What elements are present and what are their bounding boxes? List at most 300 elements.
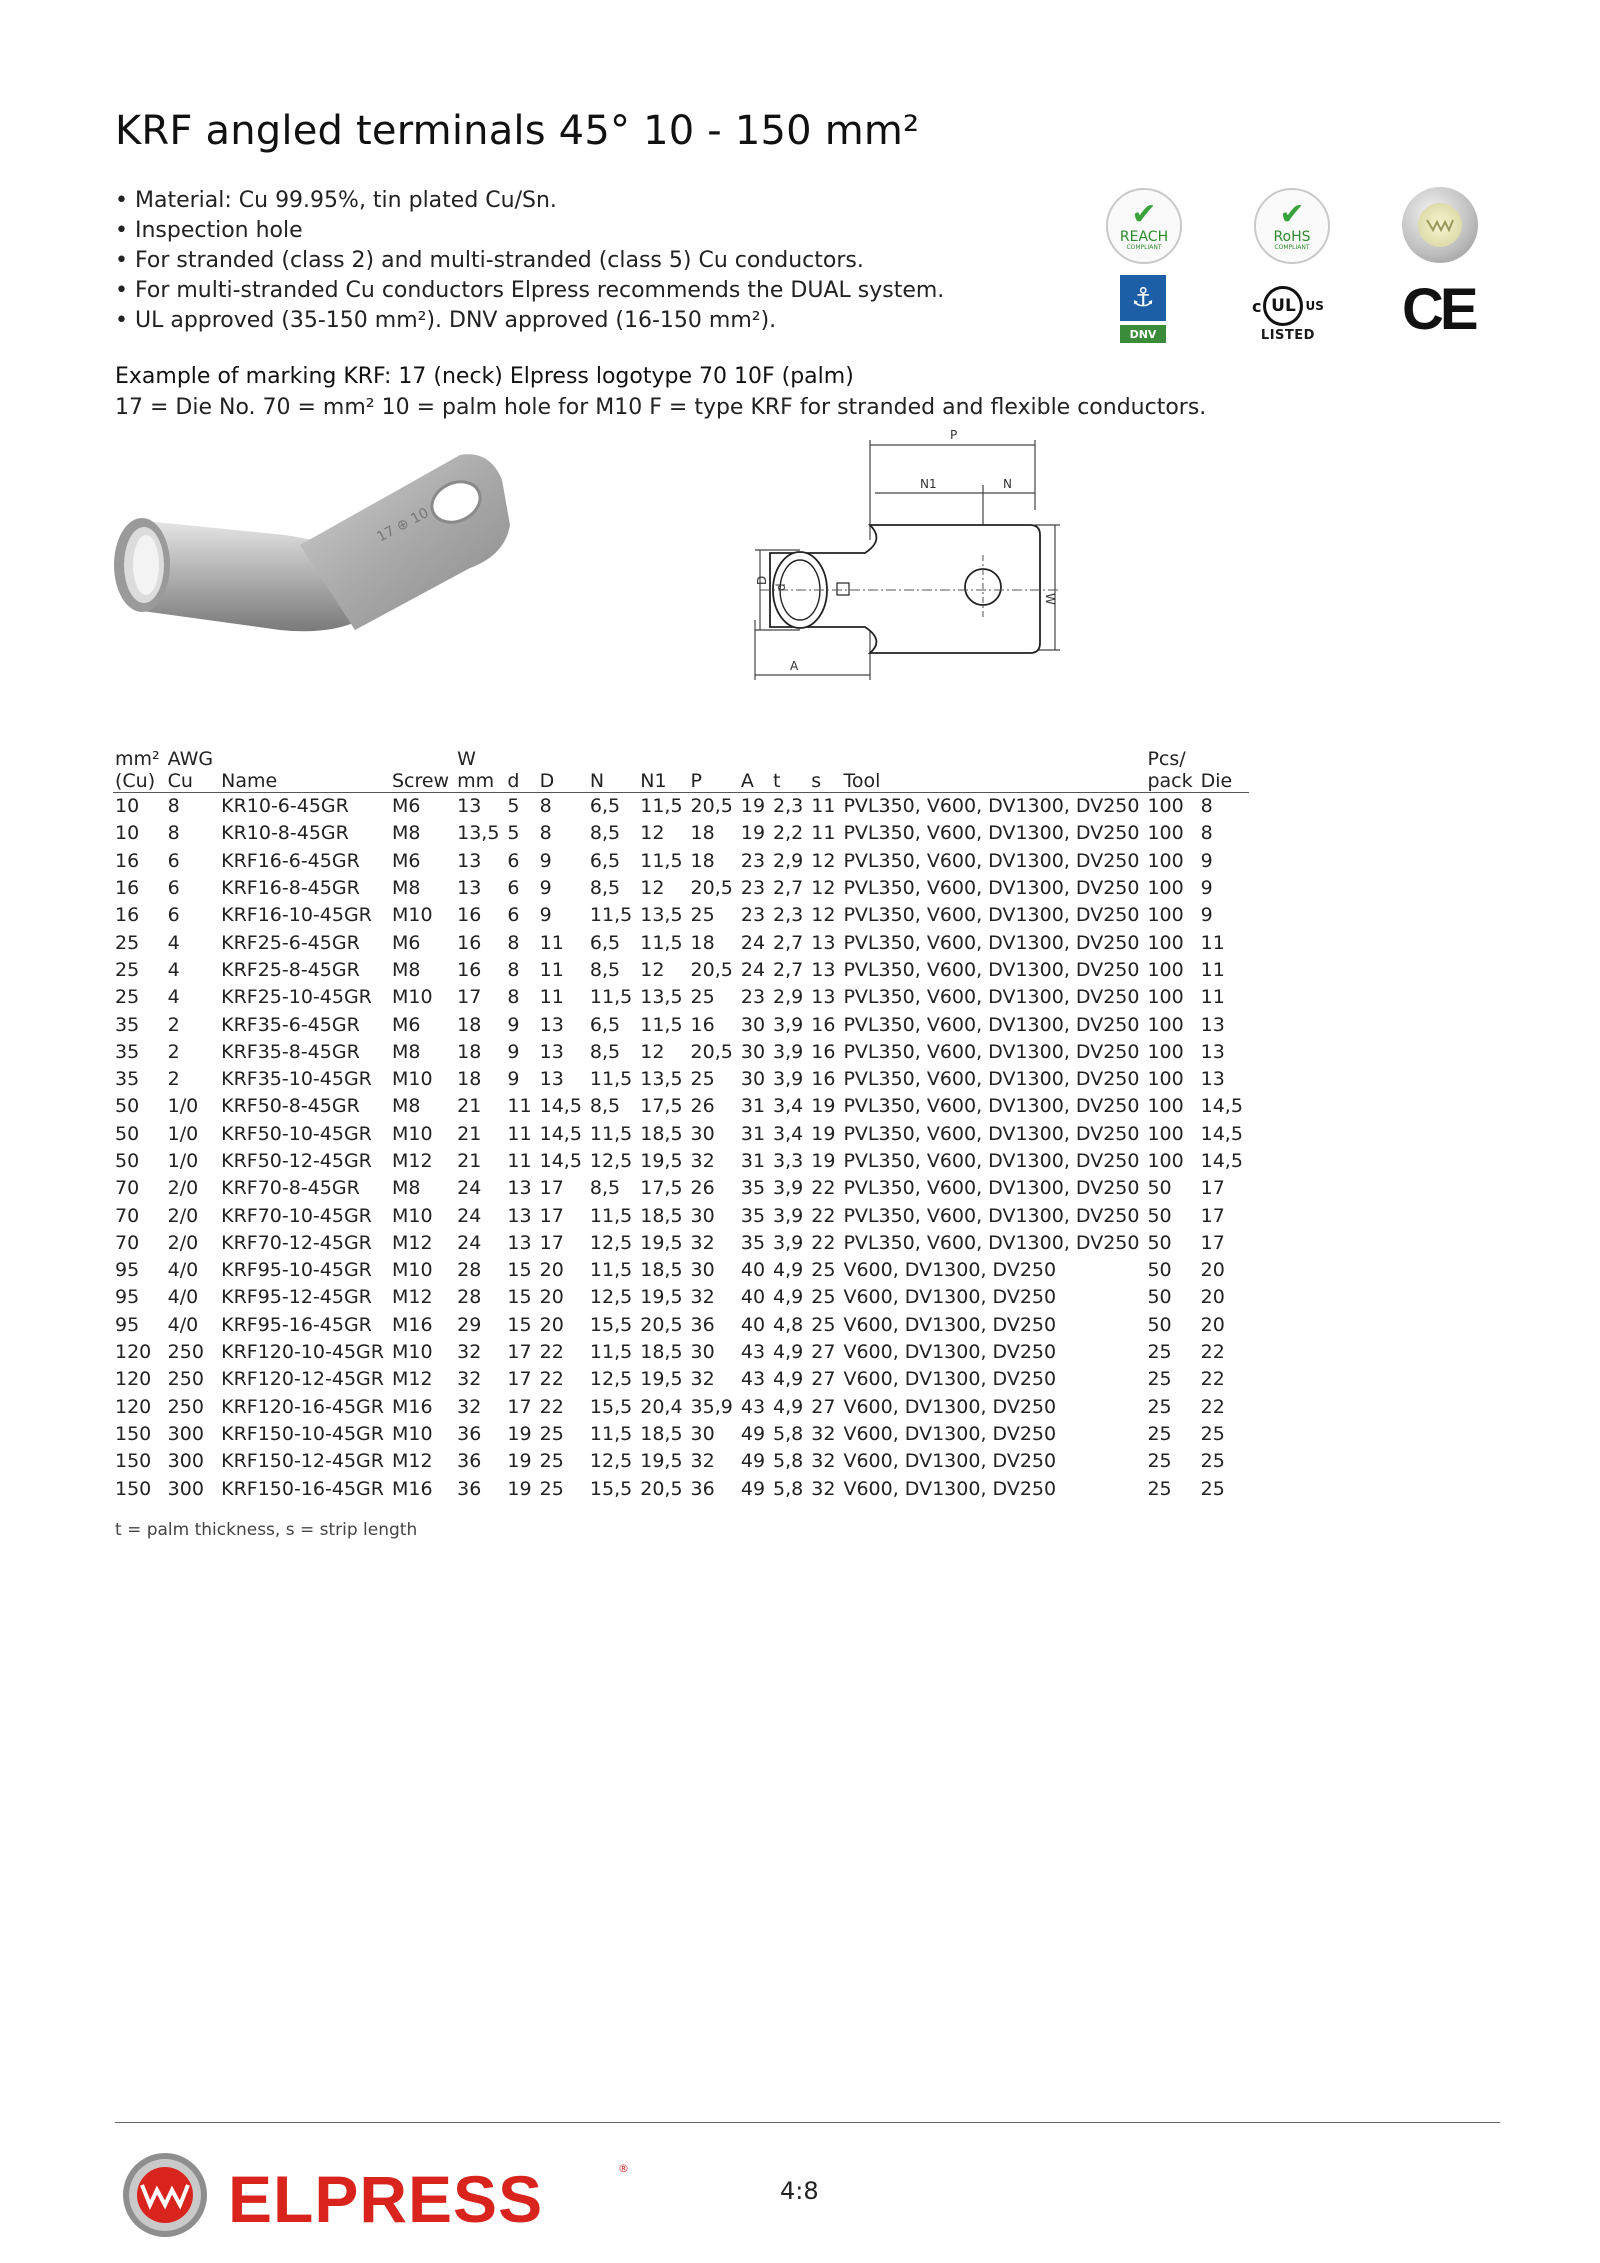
table-cell: 19 <box>811 1095 836 1118</box>
table-row <box>113 1257 1249 1284</box>
table-cell: 11 <box>507 1150 532 1172</box>
marking-heading: Example of marking KRF: 17 (neck) Elpress logotype 70 10F (palm) <box>115 364 854 389</box>
table-cell: 2,2 <box>773 822 804 845</box>
column-header-line2: Name <box>221 770 278 792</box>
table-cell: V600, DV1300, DV250 <box>843 1422 1057 1445</box>
table-cell: 23 <box>740 904 766 927</box>
table-cell: 32 <box>811 1422 836 1445</box>
table-cell: 13 <box>811 958 836 981</box>
table-cell: M8 <box>391 1040 421 1063</box>
table-cell: 95 <box>115 1259 140 1282</box>
table-cell: 25 <box>1147 1422 1172 1445</box>
table-cell: 100 <box>1147 931 1184 954</box>
table-cell: M6 <box>391 849 421 872</box>
table-cell: 21 <box>457 1150 482 1172</box>
reach-badge <box>1106 188 1182 264</box>
table-cell: 18 <box>457 1040 482 1063</box>
table-cell: 11,5 <box>589 1204 633 1227</box>
table-cell: V600, DV1300, DV250 <box>843 1259 1057 1282</box>
table-cell: 32 <box>690 1450 715 1473</box>
table-cell: 22 <box>539 1368 564 1391</box>
column-header-line2: N1 <box>640 770 667 792</box>
table-cell: 11,5 <box>589 986 633 1009</box>
table-cell: 2/0 <box>167 1177 199 1200</box>
table-cell: KR10-6-45GR <box>221 795 349 818</box>
table-row <box>113 1011 1249 1038</box>
table-cell: 2/0 <box>167 1204 199 1227</box>
table-cell: 1/0 <box>167 1095 199 1118</box>
table-cell: 19 <box>507 1477 532 1500</box>
table-cell: PVL350, V600, DV1300, DV250 <box>843 1231 1140 1254</box>
table-cell: 23 <box>740 877 766 900</box>
ul-listed-label: LISTED <box>1260 328 1315 343</box>
table-cell: KRF16-6-45GR <box>221 849 360 872</box>
table-cell: M12 <box>391 1450 433 1473</box>
table-cell: 32 <box>457 1341 482 1364</box>
table-cell: 11,5 <box>589 1422 633 1445</box>
table-cell: 17 <box>507 1395 532 1418</box>
elpress-logo <box>120 2150 640 2240</box>
feature-list <box>115 186 944 336</box>
table-cell: 20,5 <box>690 877 733 900</box>
table-cell: 4,9 <box>773 1341 804 1364</box>
column-header <box>1199 740 1249 793</box>
table-cell: 13 <box>811 931 836 954</box>
table-cell: 9 <box>507 1068 520 1091</box>
table-cell: 11,5 <box>589 1341 633 1364</box>
table-cell: 50 <box>1147 1231 1172 1254</box>
table-cell: 17 <box>457 986 482 1009</box>
table-cell: 120 <box>115 1395 152 1418</box>
table-row <box>113 1339 1249 1366</box>
table-cell: 100 <box>1147 958 1184 981</box>
table-cell: 23 <box>740 986 766 1009</box>
column-header <box>809 740 841 793</box>
table-cell: 22 <box>811 1231 836 1254</box>
photo-marking: 17 ⊕ 10 <box>374 504 432 546</box>
feature-item: • UL approved (35-150 mm²). DNV approved (16-150 mm²). <box>115 306 944 336</box>
table-cell: 18,5 <box>640 1422 683 1445</box>
table-cell: 16 <box>457 931 482 954</box>
spec-header-row <box>113 740 1249 793</box>
table-cell: 18 <box>457 1013 482 1036</box>
rohs-sublabel: COMPLIANT <box>1274 244 1310 251</box>
table-cell: 4,9 <box>773 1368 804 1391</box>
column-header <box>166 740 219 793</box>
table-cell: V600, DV1300, DV250 <box>843 1450 1057 1473</box>
column-header-line2: t <box>773 770 781 792</box>
table-cell: 17 <box>539 1231 564 1254</box>
table-cell: 32 <box>690 1368 715 1391</box>
table-cell: 16 <box>811 1013 836 1036</box>
table-cell: KRF95-12-45GR <box>221 1286 372 1309</box>
table-cell: V600, DV1300, DV250 <box>843 1286 1057 1309</box>
table-cell: 24 <box>740 931 766 954</box>
table-cell: 32 <box>811 1477 836 1500</box>
table-cell: 25 <box>1200 1422 1225 1445</box>
table-cell: M6 <box>391 931 421 954</box>
table-cell: KRF50-12-45GR <box>221 1150 372 1172</box>
column-header <box>841 740 1145 793</box>
table-cell: 8 <box>507 958 520 981</box>
table-cell: 19,5 <box>640 1286 683 1309</box>
table-cell: 4,9 <box>773 1286 804 1309</box>
table-cell: 12,5 <box>589 1368 633 1391</box>
table-cell: 50 <box>1147 1259 1172 1282</box>
table-cell: 10 <box>115 822 140 845</box>
table-cell: 8 <box>507 931 520 954</box>
column-header-line2: d <box>507 770 520 792</box>
table-cell: 6,5 <box>589 1013 621 1036</box>
table-cell: 2,3 <box>773 904 804 927</box>
table-cell: 70 <box>115 1177 140 1200</box>
table-cell: 50 <box>1147 1177 1172 1200</box>
table-cell: 18,5 <box>640 1259 683 1282</box>
table-cell: KRF120-16-45GR <box>221 1395 384 1418</box>
table-cell: V600, DV1300, DV250 <box>843 1341 1057 1364</box>
table-cell: 32 <box>457 1395 482 1418</box>
table-cell: 8,5 <box>589 958 621 981</box>
table-cell: 22 <box>539 1395 564 1418</box>
table-cell: 2 <box>167 1068 180 1091</box>
table-cell: 17,5 <box>640 1095 683 1118</box>
table-cell: 5 <box>507 822 520 845</box>
table-cell: 4/0 <box>167 1313 199 1336</box>
table-cell: M8 <box>391 877 421 900</box>
table-cell: 11 <box>539 986 564 1009</box>
table-cell: 300 <box>167 1422 204 1445</box>
table-row <box>113 929 1249 956</box>
table-cell: 25 <box>115 958 140 981</box>
table-cell: 25 <box>539 1422 564 1445</box>
table-cell: PVL350, V600, DV1300, DV250 <box>843 1095 1140 1118</box>
label-n1: N1 <box>920 477 937 491</box>
seal-emblem-icon <box>1418 203 1462 247</box>
table-cell: 22 <box>1200 1395 1225 1418</box>
table-cell: 20 <box>539 1286 564 1309</box>
table-cell: 19,5 <box>640 1450 683 1473</box>
table-cell: 100 <box>1147 822 1184 845</box>
table-cell: 19 <box>811 1122 836 1145</box>
table-cell: 11 <box>811 795 836 818</box>
table-cell: 11,5 <box>640 1013 683 1036</box>
table-cell: 13 <box>457 795 482 818</box>
table-row <box>113 848 1249 875</box>
table-cell: 18 <box>690 822 715 845</box>
table-row <box>113 1202 1249 1229</box>
ul-c-label: c <box>1252 296 1262 316</box>
table-cell: 5,8 <box>773 1422 804 1445</box>
table-cell: 50 <box>1147 1204 1172 1227</box>
table-cell: 23 <box>740 849 766 872</box>
table-cell: 4/0 <box>167 1259 199 1282</box>
label-w: W <box>1043 593 1057 605</box>
table-cell: 95 <box>115 1313 140 1336</box>
table-cell: 20,5 <box>690 1040 733 1063</box>
table-cell: 8 <box>1200 822 1213 845</box>
table-cell: 19 <box>740 822 766 845</box>
table-cell: 150 <box>115 1422 152 1445</box>
table-cell: 250 <box>167 1341 204 1364</box>
table-cell: KRF70-10-45GR <box>221 1204 372 1227</box>
table-cell: 13,5 <box>640 1068 683 1091</box>
column-header-line2: A <box>740 770 754 792</box>
table-cell: PVL350, V600, DV1300, DV250 <box>843 877 1140 900</box>
label-d-outer: D <box>755 575 769 585</box>
table-cell: 25 <box>115 986 140 1009</box>
table-cell: 9 <box>539 849 552 872</box>
table-cell: 16 <box>115 877 140 900</box>
table-cell: 50 <box>115 1150 140 1172</box>
table-cell: 20 <box>539 1259 564 1282</box>
table-cell: 20,5 <box>640 1477 683 1500</box>
table-cell: KRF25-10-45GR <box>221 986 372 1009</box>
feature-item: • Inspection hole <box>115 216 944 246</box>
table-cell: 12 <box>640 877 665 900</box>
checkmark-icon: ✔ <box>1279 197 1305 232</box>
feature-item: • Material: Cu 99.95%, tin plated Cu/Sn. <box>115 186 944 216</box>
table-cell: 20,5 <box>640 1313 683 1336</box>
table-cell: 13 <box>1200 1013 1225 1036</box>
table-cell: 4/0 <box>167 1286 199 1309</box>
table-cell: 12 <box>811 904 836 927</box>
table-cell: 25 <box>690 986 715 1009</box>
table-cell: 13 <box>507 1177 532 1200</box>
column-header <box>771 740 809 793</box>
table-cell: 12 <box>640 1040 665 1063</box>
table-cell: 12 <box>811 877 836 900</box>
table-cell: 13,5 <box>457 822 500 845</box>
table-cell: 11 <box>539 931 564 954</box>
terminal-photo <box>110 450 590 680</box>
table-cell: 8 <box>539 795 552 818</box>
table-cell: 28 <box>457 1286 482 1309</box>
table-cell: 35,9 <box>690 1395 733 1418</box>
table-cell: 16 <box>115 849 140 872</box>
table-cell: 13 <box>539 1013 564 1036</box>
table-cell: 30 <box>690 1341 715 1364</box>
table-cell: 4 <box>167 958 180 981</box>
table-cell: 49 <box>740 1422 766 1445</box>
table-cell: 13 <box>507 1231 532 1254</box>
table-cell: M10 <box>391 904 433 927</box>
table-cell: 18,5 <box>640 1341 683 1364</box>
column-header-line2: Tool <box>843 770 881 792</box>
table-cell: 11 <box>539 958 564 981</box>
table-cell: 32 <box>690 1150 715 1172</box>
table-cell: 43 <box>740 1368 766 1391</box>
label-p: P <box>950 428 958 442</box>
table-cell: 2 <box>167 1013 180 1036</box>
table-cell: 19,5 <box>640 1231 683 1254</box>
table-cell: 16 <box>457 958 482 981</box>
table-cell: 15,5 <box>589 1395 633 1418</box>
table-cell: 50 <box>1147 1313 1172 1336</box>
table-cell: 70 <box>115 1231 140 1254</box>
table-cell: 30 <box>690 1259 715 1282</box>
table-cell: 20 <box>1200 1313 1225 1336</box>
table-row <box>113 1284 1249 1311</box>
table-cell: PVL350, V600, DV1300, DV250 <box>843 1122 1140 1145</box>
table-cell: 12,5 <box>589 1231 633 1254</box>
table-cell: 100 <box>1147 1095 1184 1118</box>
table-cell: 32 <box>690 1231 715 1254</box>
table-cell: 18,5 <box>640 1204 683 1227</box>
table-cell: 35 <box>740 1204 766 1227</box>
table-cell: 25 <box>115 931 140 954</box>
table-cell: 300 <box>167 1477 204 1500</box>
table-cell: PVL350, V600, DV1300, DV250 <box>843 1150 1140 1172</box>
table-cell: 19 <box>811 1150 836 1172</box>
table-cell: 12 <box>640 822 665 845</box>
column-header-line2: mm <box>457 770 495 792</box>
table-cell: PVL350, V600, DV1300, DV250 <box>843 958 1140 981</box>
table-footnote: t = palm thickness, s = strip length <box>115 1520 418 1540</box>
column-header-line2: Cu <box>167 770 193 792</box>
table-cell: 15 <box>507 1313 532 1336</box>
table-cell: 95 <box>115 1286 140 1309</box>
column-header-line2: s <box>811 770 822 792</box>
table-cell: 12,5 <box>589 1286 633 1309</box>
table-cell: 11,5 <box>589 1068 633 1091</box>
table-row <box>113 1093 1249 1120</box>
table-cell: 5 <box>507 795 520 818</box>
table-cell: 4 <box>167 986 180 1009</box>
table-cell: 6 <box>167 877 180 900</box>
table-cell: 19 <box>507 1422 532 1445</box>
table-cell: 36 <box>457 1422 482 1445</box>
table-cell: 36 <box>457 1450 482 1473</box>
table-cell: 15 <box>507 1259 532 1282</box>
table-cell: 6 <box>167 849 180 872</box>
table-cell: 25 <box>1200 1450 1225 1473</box>
table-cell: 21 <box>457 1122 482 1145</box>
table-cell: 3,9 <box>773 1013 804 1036</box>
table-cell: 14,5 <box>1200 1150 1243 1172</box>
table-cell: 11 <box>1200 958 1225 981</box>
column-header-line2: (Cu) <box>115 770 156 792</box>
table-cell: 25 <box>1147 1368 1172 1391</box>
table-cell: M10 <box>391 1341 433 1364</box>
table-cell: 40 <box>740 1313 766 1336</box>
table-cell: M6 <box>391 1013 421 1036</box>
table-cell: 15 <box>507 1286 532 1309</box>
table-cell: 20 <box>539 1313 564 1336</box>
table-cell: 3,9 <box>773 1040 804 1063</box>
table-cell: PVL350, V600, DV1300, DV250 <box>843 904 1140 927</box>
table-cell: 30 <box>690 1122 715 1145</box>
table-cell: 43 <box>740 1395 766 1418</box>
table-cell: 50 <box>115 1095 140 1118</box>
table-cell: 3,4 <box>773 1122 804 1145</box>
table-row <box>113 875 1249 902</box>
table-cell: 3,9 <box>773 1204 804 1227</box>
table-cell: M16 <box>391 1313 433 1336</box>
table-cell: 5,8 <box>773 1477 804 1500</box>
table-row <box>113 1039 1249 1066</box>
column-header <box>1145 740 1198 793</box>
table-cell: 25 <box>539 1450 564 1473</box>
ul-us-label: US <box>1305 299 1324 313</box>
table-cell: 18 <box>457 1068 482 1091</box>
table-cell: V600, DV1300, DV250 <box>843 1395 1057 1418</box>
table-cell: M10 <box>391 1122 433 1145</box>
rohs-badge <box>1254 188 1330 264</box>
table-cell: 27 <box>811 1341 836 1364</box>
table-cell: 32 <box>690 1286 715 1309</box>
table-cell: 27 <box>811 1395 836 1418</box>
table-cell: 16 <box>811 1040 836 1063</box>
table-cell: KRF70-8-45GR <box>221 1177 360 1200</box>
table-cell: 24 <box>457 1204 482 1227</box>
table-cell: 19 <box>740 795 766 818</box>
table-cell: 17 <box>1200 1231 1225 1254</box>
table-cell: 14,5 <box>1200 1095 1243 1118</box>
table-cell: 8,5 <box>589 1040 621 1063</box>
table-cell: 2 <box>167 1040 180 1063</box>
table-cell: 100 <box>1147 849 1184 872</box>
table-cell: 8,5 <box>589 877 621 900</box>
table-cell: 21 <box>457 1095 482 1118</box>
table-cell: 13 <box>1200 1040 1225 1063</box>
table-cell: 17 <box>507 1341 532 1364</box>
table-cell: 300 <box>167 1450 204 1473</box>
table-cell: 13,5 <box>640 986 683 1009</box>
table-cell: KRF16-10-45GR <box>221 904 372 927</box>
table-cell: M12 <box>391 1150 433 1172</box>
column-header <box>219 740 390 793</box>
table-cell: 5,8 <box>773 1450 804 1473</box>
table-cell: 17 <box>539 1204 564 1227</box>
table-cell: 2/0 <box>167 1231 199 1254</box>
table-cell: PVL350, V600, DV1300, DV250 <box>843 795 1140 818</box>
table-cell: 25 <box>690 1068 715 1091</box>
table-cell: KRF150-12-45GR <box>221 1450 384 1473</box>
table-cell: 13 <box>811 986 836 1009</box>
table-cell: 100 <box>1147 795 1184 818</box>
table-cell: 13 <box>1200 1068 1225 1091</box>
table-cell: 13 <box>457 877 482 900</box>
table-cell: 35 <box>115 1013 140 1036</box>
label-a: A <box>790 659 799 673</box>
table-cell: 100 <box>1147 1040 1184 1063</box>
table-cell: 18 <box>690 931 715 954</box>
table-row <box>113 820 1249 847</box>
table-cell: PVL350, V600, DV1300, DV250 <box>843 822 1140 845</box>
table-cell: 3,4 <box>773 1095 804 1118</box>
table-cell: 25 <box>1200 1477 1225 1500</box>
column-header <box>505 740 537 793</box>
table-cell: 22 <box>539 1341 564 1364</box>
column-header <box>390 740 455 793</box>
table-cell: 6 <box>167 904 180 927</box>
table-cell: 17,5 <box>640 1177 683 1200</box>
table-cell: 24 <box>457 1177 482 1200</box>
table-row <box>113 1421 1249 1448</box>
table-cell: 30 <box>740 1040 766 1063</box>
table-cell: 12,5 <box>589 1450 633 1473</box>
table-cell: 100 <box>1147 904 1184 927</box>
table-cell: 11 <box>507 1095 532 1118</box>
table-cell: 4,8 <box>773 1313 804 1336</box>
table-cell: 6,5 <box>589 849 621 872</box>
table-cell: 25 <box>811 1259 836 1282</box>
table-cell: KRF50-8-45GR <box>221 1095 360 1118</box>
table-cell: 30 <box>740 1013 766 1036</box>
column-header-line1: mm² <box>115 748 160 770</box>
table-cell: M10 <box>391 1259 433 1282</box>
system-certification-seal <box>1402 187 1478 263</box>
